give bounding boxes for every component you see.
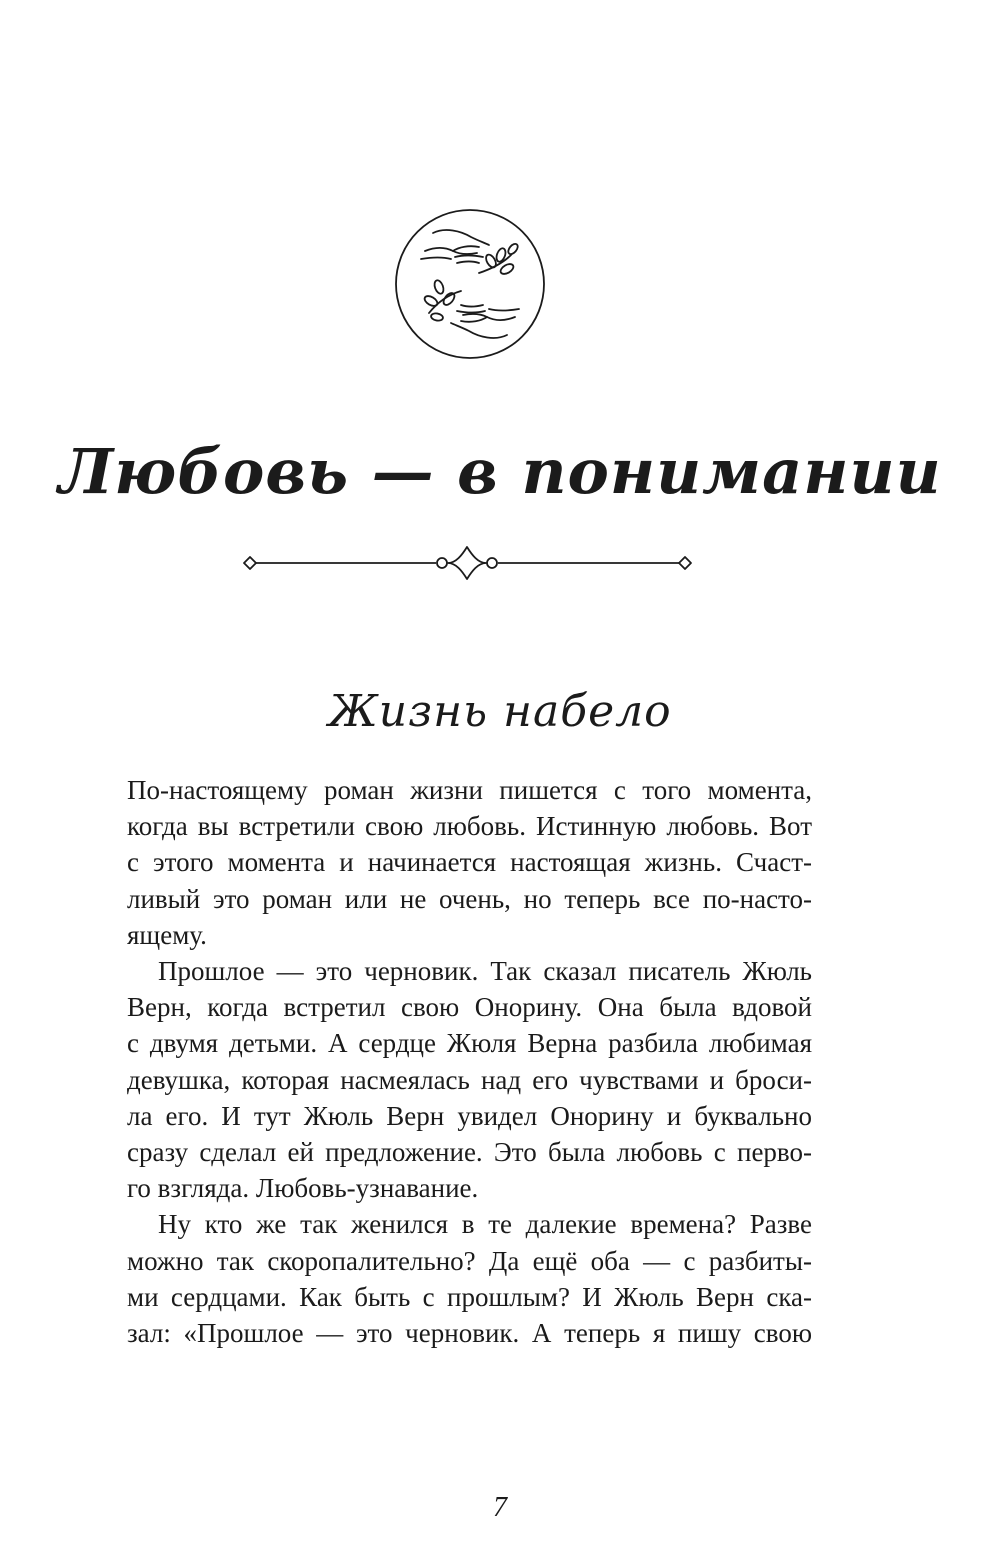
text-line: девушка, которая насмеялась над его чувствами и броси- bbox=[127, 1064, 812, 1095]
text-line: сразу сделал ей предложение. Это была любовь с перво- bbox=[127, 1137, 812, 1168]
chapter-title: Любовь — в понимании bbox=[58, 435, 942, 508]
text-line: Ну кто же так женился в те далекие времена? Разве bbox=[158, 1209, 812, 1240]
text-line: ла его. И тут Жюль Верн увидел Онорину и буквально bbox=[127, 1100, 812, 1131]
text-line: с двумя детьми. А сердце Жюля Верна разбила любимая bbox=[127, 1028, 812, 1059]
page-number: 7 bbox=[493, 1492, 507, 1523]
text-line: Верн, когда встретил свою Онорину. Она была вдовой bbox=[127, 992, 812, 1023]
text-line: с этого момента и начинается настоящая жизнь. Счаст- bbox=[127, 847, 812, 878]
text-line: когда вы встретили свою любовь. Истинную любовь. Вот bbox=[127, 811, 812, 842]
text-line: По-настоящему роман жизни пишется с того момента, bbox=[127, 775, 812, 805]
paragraph bbox=[127, 1206, 812, 1351]
text-line: ми сердцами. Как быть с прошлым? И Жюль Верн ска- bbox=[127, 1281, 812, 1312]
paragraph bbox=[127, 772, 812, 953]
body-text bbox=[127, 772, 812, 1351]
paragraph bbox=[127, 953, 812, 1206]
section-title: Жизнь набело bbox=[328, 686, 672, 737]
text-line: зал: «Прошлое — это черновик. А теперь я пишу свою bbox=[127, 1318, 812, 1349]
ornamental-divider-icon bbox=[240, 543, 695, 583]
text-line: ливый это роман или не очень, но теперь все по-насто- bbox=[127, 883, 812, 914]
text-line: Прошлое — это черновик. Так сказал писатель Жюль bbox=[158, 956, 812, 987]
text-line: го взгляда. Любовь-узнавание. bbox=[127, 1173, 479, 1204]
hands-with-branches-icon bbox=[393, 207, 547, 361]
text-line: ящему. bbox=[127, 919, 207, 950]
text-line: можно так скоропалительно? Да ещё оба — с разбиты- bbox=[127, 1245, 812, 1276]
